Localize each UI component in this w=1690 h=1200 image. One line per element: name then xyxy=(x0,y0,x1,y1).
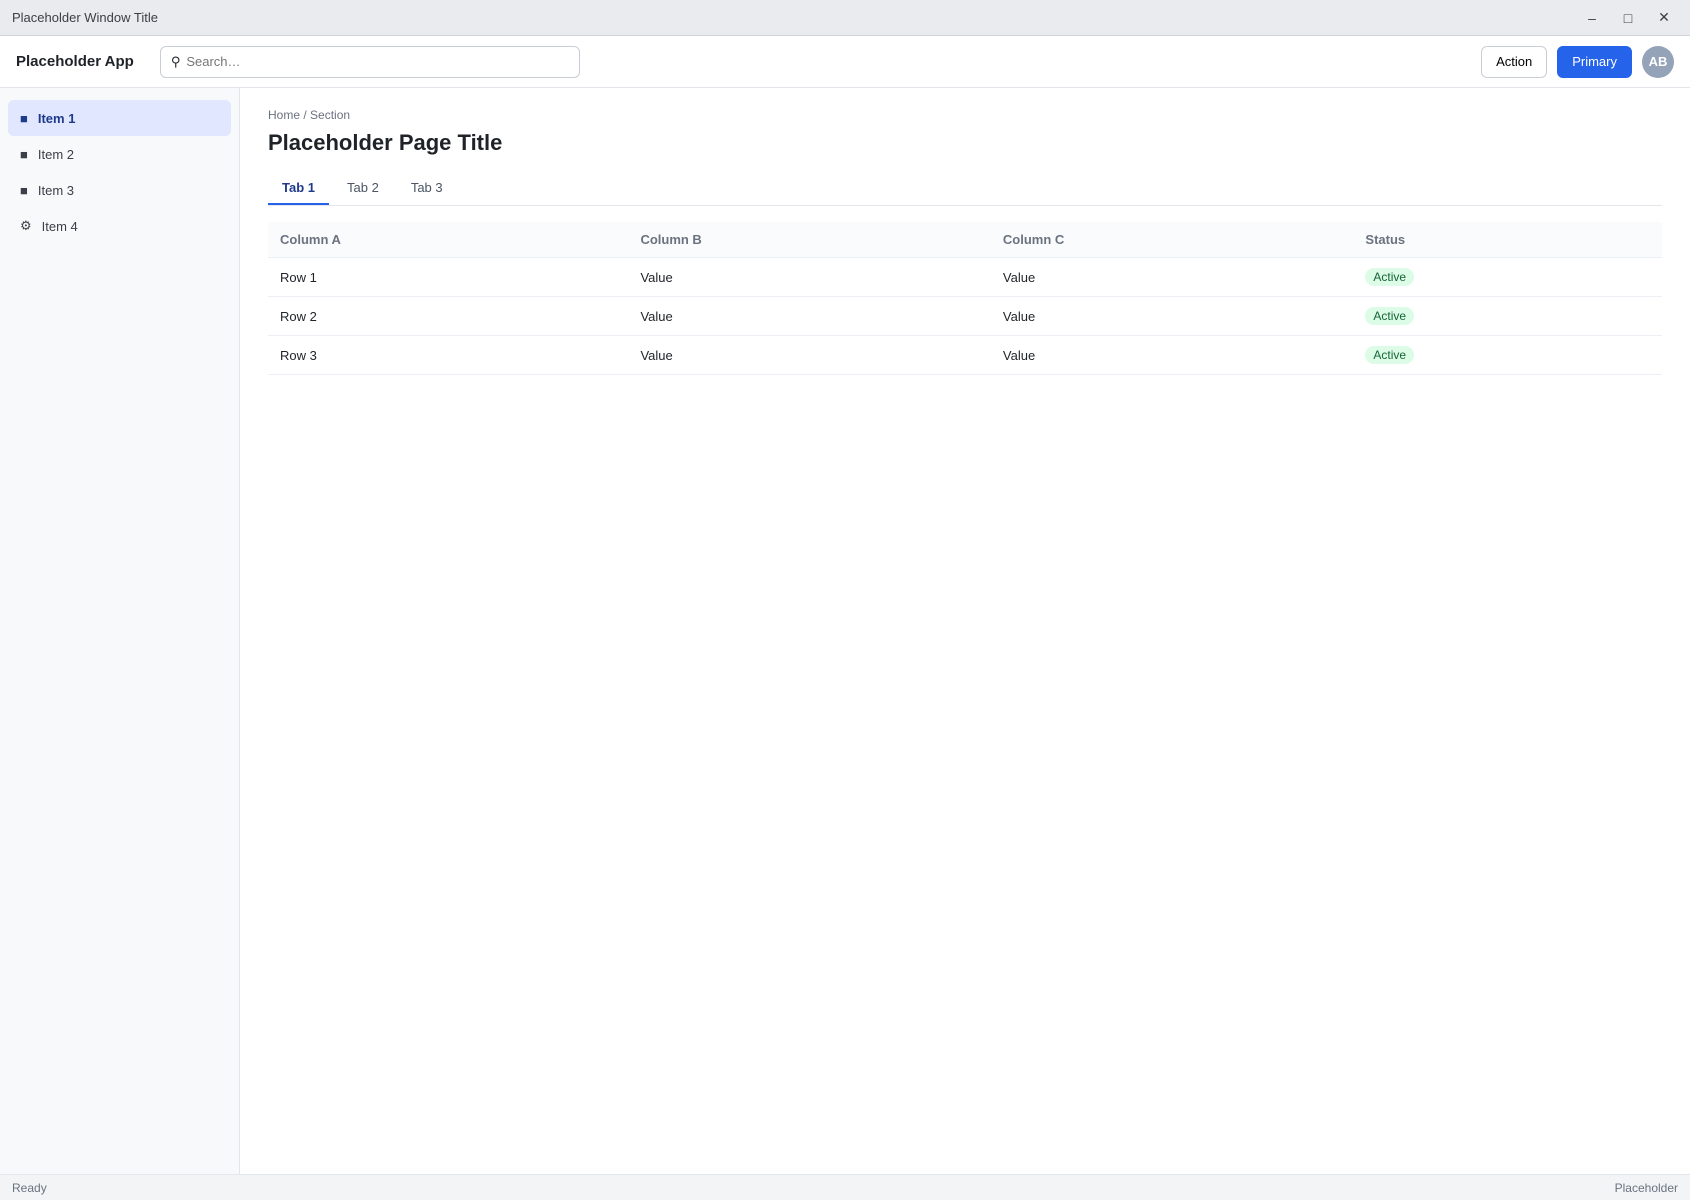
table-cell: Value xyxy=(628,258,990,297)
table-cell: Value xyxy=(991,336,1353,375)
sidebar-item-1[interactable] xyxy=(8,100,231,136)
title-bar xyxy=(0,0,1690,36)
toolbar xyxy=(0,36,1690,88)
sidebar-item-label: Item 3 xyxy=(37,182,74,198)
secondary-button[interactable]: Action xyxy=(1481,46,1547,78)
folder-icon: ■ xyxy=(20,146,28,162)
tab-bar xyxy=(268,172,1662,206)
close-icon[interactable]: ✕ xyxy=(1658,9,1670,25)
table-header-row xyxy=(268,222,1662,258)
table-cell xyxy=(1353,258,1662,297)
sidebar-item-3[interactable] xyxy=(8,172,231,208)
status-badge: Active xyxy=(1365,268,1414,286)
search-icon: ⚲ xyxy=(170,53,181,69)
page-title: Placeholder Page Title xyxy=(268,130,503,155)
table-row[interactable] xyxy=(268,258,1662,297)
sidebar-item-label: Item 2 xyxy=(37,146,74,162)
column-header[interactable]: Status xyxy=(1353,222,1662,258)
table-row[interactable] xyxy=(268,336,1662,375)
table-cell: Value xyxy=(991,258,1353,297)
data-table xyxy=(268,222,1662,375)
table-cell: Row 1 xyxy=(268,258,628,297)
breadcrumb: Home / Section xyxy=(268,108,351,122)
column-header[interactable]: Column A xyxy=(268,222,628,258)
app-body xyxy=(0,88,1690,1174)
sidebar xyxy=(0,88,240,1174)
window-title: Placeholder Window Title xyxy=(12,10,158,25)
sidebar-item-4[interactable] xyxy=(8,208,231,244)
gear-icon: ⚙ xyxy=(20,218,32,233)
status-badge: Active xyxy=(1365,307,1414,325)
column-header[interactable]: Column C xyxy=(991,222,1353,258)
status-info: Placeholder xyxy=(1614,1180,1678,1195)
table-cell: Row 3 xyxy=(268,336,628,375)
window-controls xyxy=(1578,7,1678,29)
folder-icon: ■ xyxy=(20,182,28,198)
search-input[interactable] xyxy=(186,54,568,69)
table-cell: Row 2 xyxy=(268,297,628,336)
table-cell: Value xyxy=(628,336,990,375)
sidebar-item-2[interactable] xyxy=(8,136,231,172)
folder-icon: ■ xyxy=(20,110,28,126)
sidebar-item-label: Item 1 xyxy=(37,110,76,126)
table-cell xyxy=(1353,297,1662,336)
column-header[interactable]: Column B xyxy=(628,222,990,258)
table-cell xyxy=(1353,336,1662,375)
tab-1[interactable]: Tab 1 xyxy=(268,172,329,205)
table-cell: Value xyxy=(628,297,990,336)
status-text: Ready xyxy=(12,1180,47,1195)
primary-button[interactable]: Primary xyxy=(1557,46,1632,78)
minimize-icon[interactable]: – xyxy=(1588,9,1596,26)
main-content xyxy=(240,88,1690,1174)
table-cell: Value xyxy=(991,297,1353,336)
status-badge: Active xyxy=(1365,346,1414,364)
maximize-icon[interactable]: □ xyxy=(1623,9,1633,26)
tab-2[interactable]: Tab 2 xyxy=(347,180,379,195)
status-bar xyxy=(0,1174,1690,1200)
tab-3[interactable]: Tab 3 xyxy=(410,180,443,195)
avatar[interactable]: AB xyxy=(1642,46,1674,78)
sidebar-item-label: Item 4 xyxy=(41,218,78,234)
app-name: Placeholder App xyxy=(16,53,134,70)
table-row[interactable] xyxy=(268,297,1662,336)
search-box xyxy=(160,46,580,78)
